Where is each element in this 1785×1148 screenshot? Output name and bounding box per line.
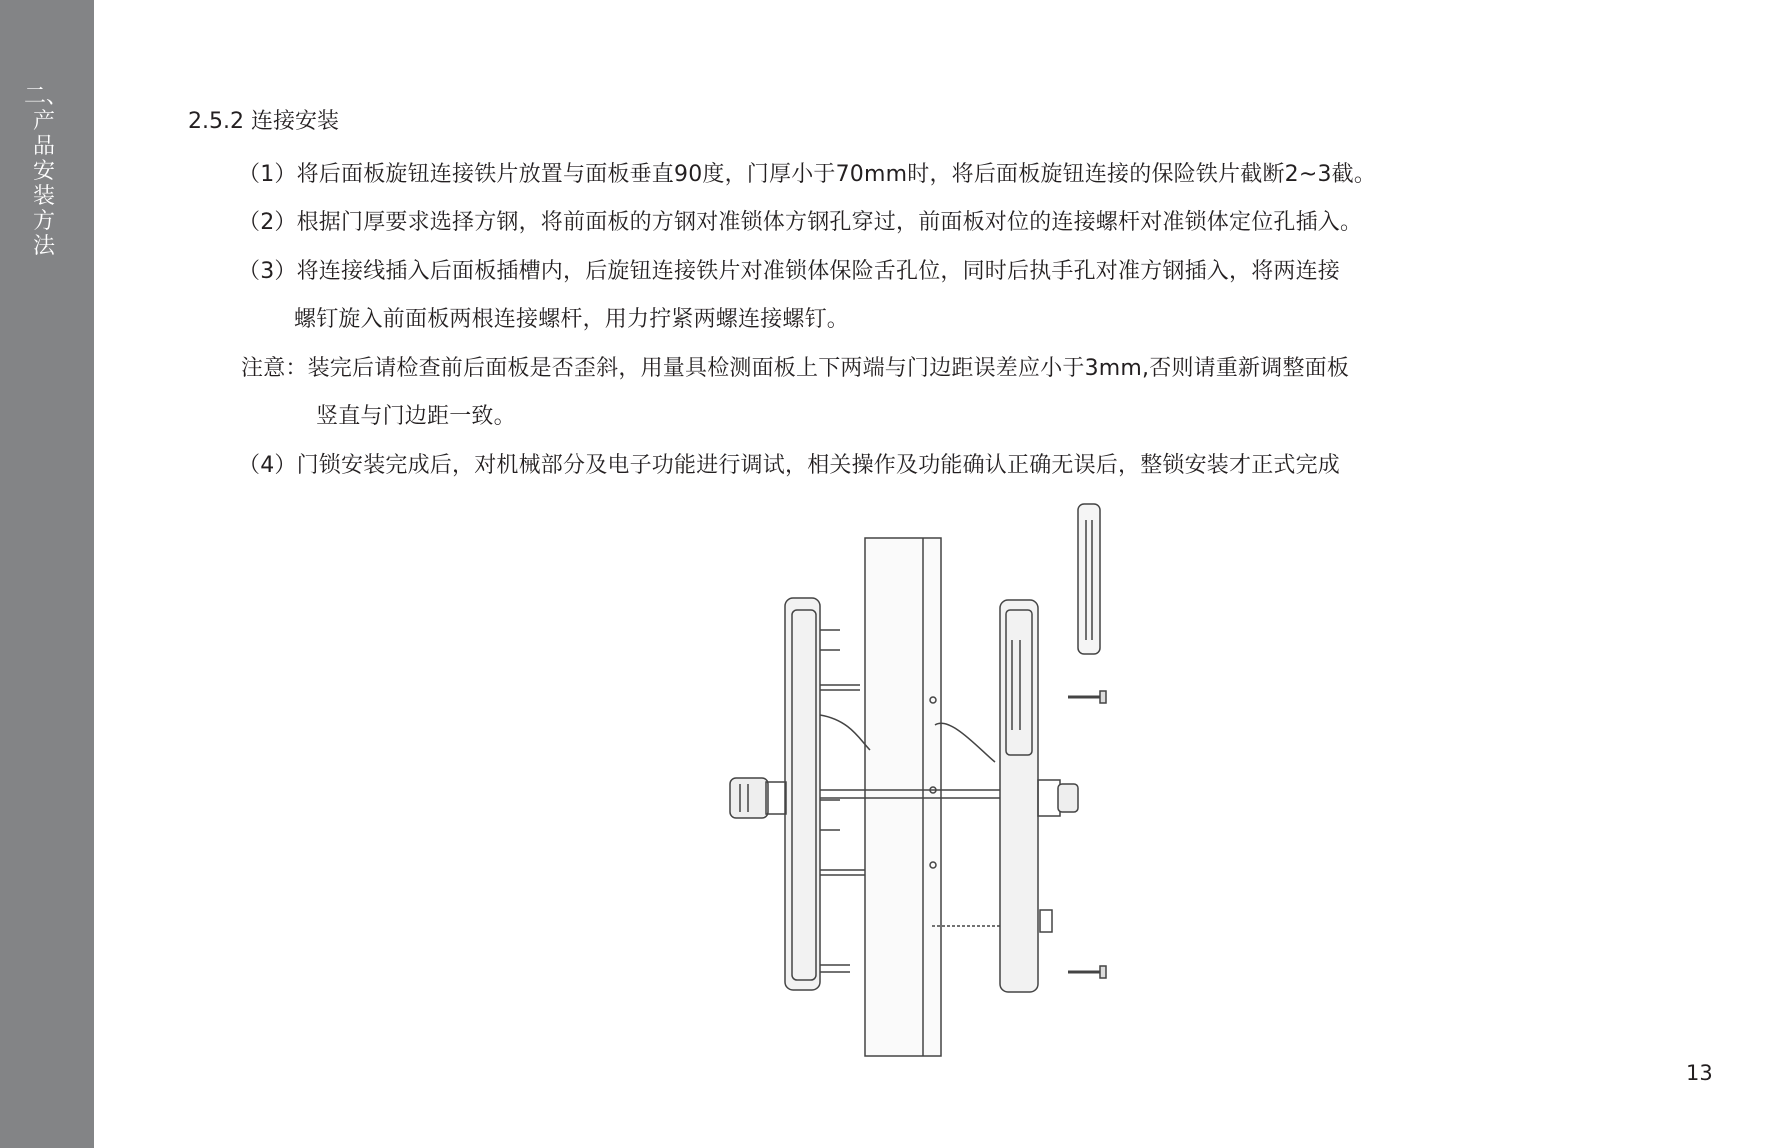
step-3-line-2: 螺钉旋入前面板两根连接螺杆，用力拧紧两螺连接螺钉。: [294, 307, 850, 332]
back-knob-neck: [1038, 780, 1060, 816]
cable: [820, 715, 870, 750]
step-3-line-1: （3）将连接线插入后面板插槽内，后旋钮连接铁片对准锁体保险舌孔位，同时后执手孔对准方钢插入，将两连接: [238, 259, 1341, 284]
back-knob: [1058, 784, 1078, 812]
chapter-title: 二、产品安装方法: [24, 84, 69, 259]
step-1: （1）将后面板旋钮连接铁片放置与面板垂直90度，门厚小于70mm时，将后面板旋钮连接的保险铁片截断2~3截。: [238, 162, 1377, 187]
front-handle: [730, 778, 768, 818]
step-4: （4）门锁安装完成后，对机械部分及电子功能进行调试，相关操作及功能确认正确无误后，整锁安装才正式完成: [238, 453, 1341, 478]
diagram-svg: [700, 500, 1140, 1060]
front-panel: [785, 598, 820, 990]
sidebar: [0, 0, 94, 1148]
door-panel: [865, 538, 941, 1056]
note-line-2: 竖直与门边距一致。: [316, 404, 516, 429]
note-line-1: 注意：装完后请检查前后面板是否歪斜，用量具检测面板上下两端与门边距误差应小于3mm,否则请重新调整面板: [241, 356, 1350, 381]
section-heading: 2.5.2 连接安装: [188, 109, 339, 134]
back-latch: [1040, 910, 1052, 932]
lock-installation-diagram: [700, 500, 1140, 1060]
battery-cover: [1078, 504, 1100, 654]
step-2: （2）根据门厚要求选择方钢，将前面板的方钢对准锁体方钢孔穿过，前面板对位的连接螺杆对准锁体定位孔插入。: [238, 210, 1363, 235]
page-number: 13: [1686, 1061, 1713, 1085]
front-handle-neck: [766, 782, 786, 814]
